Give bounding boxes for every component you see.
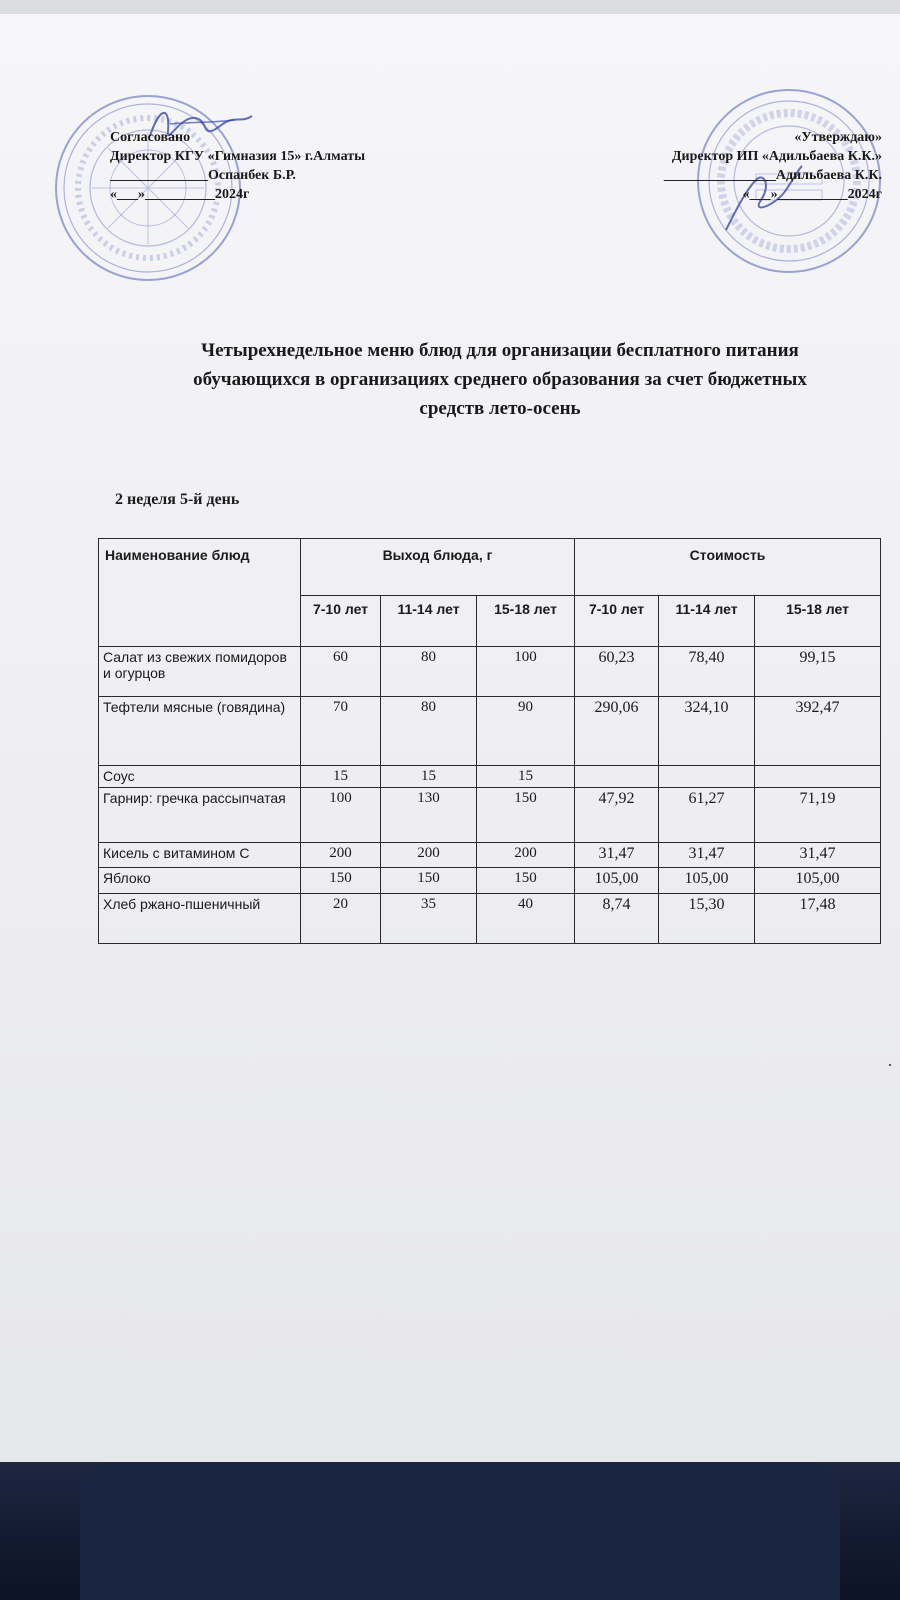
dish-name: Кисель с витамином С: [99, 843, 301, 868]
cost-cell: 31,47: [575, 843, 659, 868]
confirmer-name: ________________Адильбаева К.К.: [663, 168, 882, 183]
yield-cell: 150: [301, 868, 381, 894]
age-header: 7-10 лет: [575, 596, 659, 647]
cost-cell: 99,15: [755, 647, 881, 697]
age-header: 15-18 лет: [755, 596, 881, 647]
title-line-3: средств лето-осень: [419, 398, 581, 419]
confirmed-label: «Утверждаю»: [794, 130, 882, 145]
table-row: [99, 766, 881, 788]
yield-cell: 100: [301, 788, 381, 843]
column-header-cost: Стоимость: [575, 539, 881, 596]
age-header: 11-14 лет: [659, 596, 755, 647]
background-surface: [0, 1462, 900, 1600]
dish-name: Тефтели мясные (говядина): [99, 697, 301, 766]
table-row: [99, 697, 881, 766]
yield-cell: 80: [381, 697, 477, 766]
table-row: [99, 894, 881, 944]
approved-label: Согласовано: [110, 130, 191, 145]
menu-table: [98, 538, 881, 944]
cost-cell: [659, 766, 755, 788]
cost-cell: 60,23: [575, 647, 659, 697]
yield-cell: 40: [477, 894, 575, 944]
yield-cell: 130: [381, 788, 477, 843]
cost-cell: 15,30: [659, 894, 755, 944]
age-header: 11-14 лет: [381, 596, 477, 647]
yield-cell: 150: [477, 788, 575, 843]
approval-block-left: [110, 128, 365, 204]
document-title: [110, 336, 890, 423]
yield-cell: 200: [477, 843, 575, 868]
yield-cell: 100: [477, 647, 575, 697]
yield-cell: 35: [381, 894, 477, 944]
yield-cell: 15: [301, 766, 381, 788]
cost-cell: 31,47: [659, 843, 755, 868]
yield-cell: 200: [301, 843, 381, 868]
approval-date: «___»__________2024г: [110, 187, 250, 202]
column-header-name: Наименование блюд: [99, 539, 301, 647]
cost-cell: 78,40: [659, 647, 755, 697]
yield-cell: 90: [477, 697, 575, 766]
dish-name: Соус: [99, 766, 301, 788]
cost-cell: 17,48: [755, 894, 881, 944]
approver-name: ______________Оспанбек Б.Р.: [110, 168, 296, 183]
cost-cell: 105,00: [575, 868, 659, 894]
title-line-1: Четырехнедельное меню блюд для организации бесплатного питания: [201, 340, 799, 361]
table-row: [99, 843, 881, 868]
cost-cell: [575, 766, 659, 788]
age-header: 15-18 лет: [477, 596, 575, 647]
paper-speck: [889, 1064, 891, 1066]
approval-block-right: [664, 128, 882, 204]
cost-cell: 61,27: [659, 788, 755, 843]
yield-cell: 200: [381, 843, 477, 868]
cost-cell: 290,06: [575, 697, 659, 766]
week-day-label: 2 неделя 5-й день: [115, 491, 240, 508]
cost-cell: 31,47: [755, 843, 881, 868]
cost-cell: 47,92: [575, 788, 659, 843]
approver-position: Директор КГУ «Гимназия 15» г.Алматы: [110, 149, 366, 164]
table-row: [99, 647, 881, 697]
dish-name: Гарнир: гречка рассыпчатая: [99, 788, 301, 843]
cost-cell: 71,19: [755, 788, 881, 843]
yield-cell: 15: [381, 766, 477, 788]
yield-cell: 70: [301, 697, 381, 766]
dish-name: Яблоко: [99, 868, 301, 894]
title-line-2: обучающихся в организациях среднего образования за счет бюджетных: [193, 369, 807, 390]
cost-cell: 105,00: [755, 868, 881, 894]
column-header-yield: Выход блюда, г: [301, 539, 575, 596]
cost-cell: 105,00: [659, 868, 755, 894]
age-header: 7-10 лет: [301, 596, 381, 647]
cost-cell: 392,47: [755, 697, 881, 766]
dish-name: Салат из свежих помидоров и огурцов: [99, 647, 301, 697]
cost-cell: 324,10: [659, 697, 755, 766]
yield-cell: 150: [477, 868, 575, 894]
confirmer-position: Директор ИП «Адильбаева К.К.»: [671, 149, 882, 164]
yield-cell: 20: [301, 894, 381, 944]
yield-cell: 60: [301, 647, 381, 697]
yield-cell: 150: [381, 868, 477, 894]
yield-cell: 80: [381, 647, 477, 697]
dish-name: Хлеб ржано-пшеничный: [99, 894, 301, 944]
yield-cell: 15: [477, 766, 575, 788]
cost-cell: 8,74: [575, 894, 659, 944]
table-row: [99, 868, 881, 894]
table-row: [99, 788, 881, 843]
confirmation-date: «___»__________2024г: [742, 187, 882, 202]
cost-cell: [755, 766, 881, 788]
